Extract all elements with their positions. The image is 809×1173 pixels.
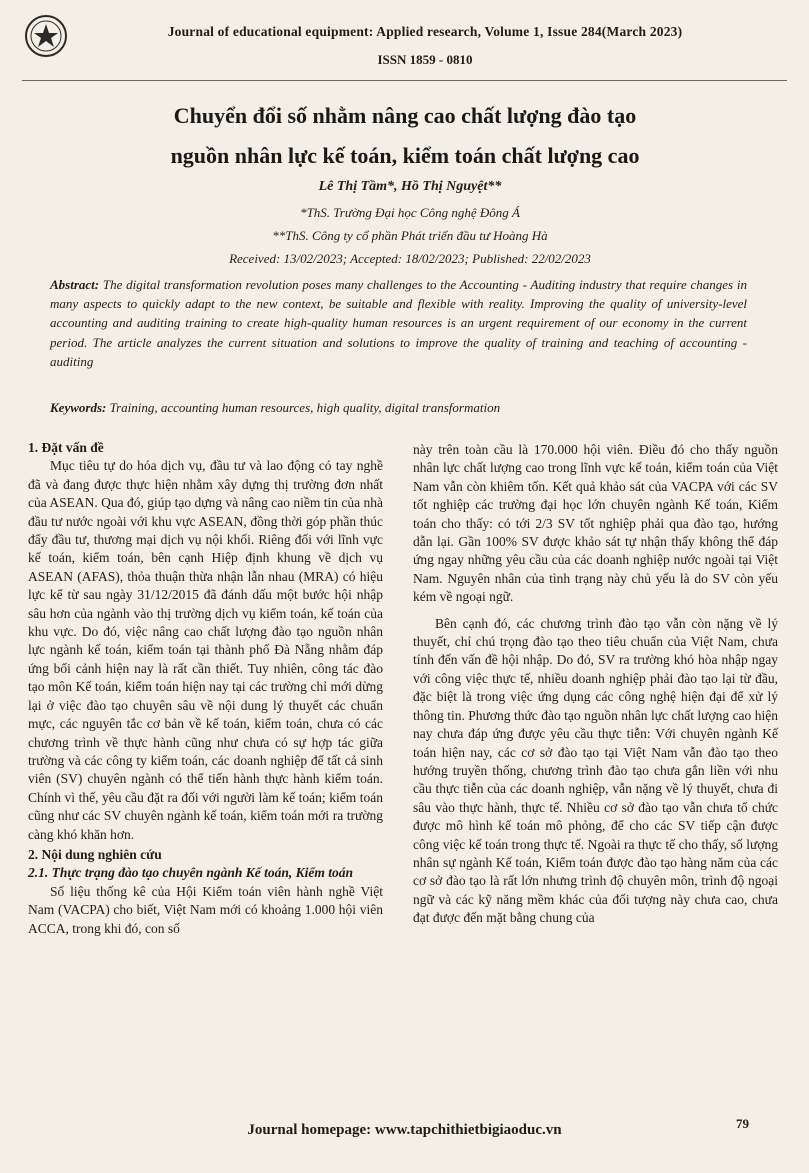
section-heading: 1. Đặt vấn đề xyxy=(28,440,104,455)
page-number: 79 xyxy=(736,1116,749,1131)
journal-emblem-icon xyxy=(24,14,68,58)
article-title xyxy=(40,96,770,176)
right-column xyxy=(413,441,778,928)
authors: Lê Thị Tầm*, Hồ Thị Nguyệt** xyxy=(318,179,502,194)
abstract xyxy=(50,275,747,371)
paragraph: này trên toàn cầu là 170.000 hội viên. Điều đó cho thấy nguồn nhân lực chất lượng cao trong lĩnh vực kế toán, kiểm toán của Việt Nam vẫn còn khiêm tốn. Kết quả khảo sát của VACPA với các SV tốt nghiệp các trường đại học lớn chuyên ngành Kế toán, Kiểm toán cho thấy: có tới 2/3 SV tốt nghiệp phải qua đào tạo, hướng dẫn lại. Gần 100% SV được khảo sát tự nhận thấy không thể đáp ứng ngay những yêu cầu của các doanh nghiệp nước ngoài tại Việt Nam. Nguyên nhân của tình trạng này chủ yếu là do SV còn yếu kém về ngoại ngữ. xyxy=(413,442,778,605)
page-header xyxy=(0,14,809,74)
affiliation-2: **ThS. Công ty cổ phần Phát triển đầu tư Hoàng Hà xyxy=(272,228,548,243)
paragraph: Bên cạnh đó, các chương trình đào tạo vẫn còn nặng về lý thuyết, chỉ chú trọng đào tạo theo tiêu chuẩn của Việt Nam, chưa tính đến vấn đề hội nhập. Do đó, SV ra trường khó hòa nhập ngay với công việc thực tế, nhiều doanh nghiệp phải đào tạo lại từ đầu, đặc biệt là trong việc ứng dụng các công nghệ hiện đại để xử lý thông tin. Phương thức đào tạo nguồn nhân lực chất lượng cao hiện nay chưa đáp ứng được yêu cầu thực tiễn: Với chuyên ngành Kế toán hiện nay, các cơ sở đào tạo tại Việt Nam vẫn đào tạo theo hướng truyền thống, chương trình đào tạo chưa gắn liền với nhu cầu thực tiễn của các doanh nghiệp, vẫn nặng về lý thuyết, chưa đi sâu vào thực hành, thực tế. Nhiều cơ sở đào tạo vẫn chưa tổ chức được mô hình kế toán mô phỏng, để cho các SV tiếp cận được công việc kế toán trong thực tế. Ngoài ra thực tế cho thấy, số lượng nhân sự ngành Kế toán, Kiểm toán được đào tạo hàng năm của các cơ sở đào tạo là rất lớn nhưng trình độ chuyên môn, trình độ ngoại ngữ và các kỹ năng mềm khác của đối tượng này chưa cao, chưa đạt được đến mặt bằng chung của xyxy=(413,615,778,926)
keywords-text: Training, accounting human resources, high quality, digital transformation xyxy=(109,400,501,415)
left-column xyxy=(28,437,383,938)
paragraph: Mục tiêu tự do hóa dịch vụ, đầu tư và lao động có tay nghề đã và đang được thực hiện nhằm xây dựng thị trường đơn nhất của ASEAN. Qua đó, giúp tạo dựng và nâng cao niềm tin của nhà đầu tư nước ngoài với khu vực ASEAN, đồng thời góp phần thúc đẩy đầu tư, thương mại dịch vụ nội khối. Riêng đối với lĩnh vực kế toán, kiểm toán, bên cạnh Hiệp định khung về dịch vụ ASEAN (AFAS), thỏa thuận thừa nhận lẫn nhau (MRA) có hiệu lực kể từ sau ngày 31/12/2015 đã đánh dấu một bước hội nhập sâu hơn của ngành vào thị trường dịch vụ kiểm toán, kế toán của khu vực. Do đó, việc nâng cao chất lượng đào tạo nguồn nhân lực ngành kế toán, kiểm toán tại thành phố Đà Nẵng nhằm đáp ứng bối cảnh hiện nay là rất cần thiết. Tuy nhiên, công tác đào tạo môn Kế toán, kiểm toán hiện nay tại các trường chỉ mới dừng lại ở việc đào tạo chuyên sâu về nội dung lý thuyết các chuẩn mực, các nguyên tắc cơ bản về kế toán, kiểm toán, chưa có các chương trình về thực hành cũng như chưa có sự hợp tác giữa trường và các công ty kiểm toán, các doanh nghiệp để tất cả sinh viên (SV) chuyên ngành có thể tiến hành thực hành kiểm toán. Chính vì thế, yêu cầu đặt ra đối với người làm kế toán; kiểm toán cũng như các SV chuyên ngành kế toán, kiểm toán mới ra trường càng khó khăn hơn. xyxy=(28,458,383,842)
keywords-label: Keywords: xyxy=(50,400,107,415)
abstract-label: Abstract: xyxy=(50,277,100,292)
title-line-2: nguồn nhân lực kế toán, kiểm toán chất lượng cao xyxy=(170,143,640,168)
title-line-1: Chuyển đổi số nhằm nâng cao chất lượng đào tạo xyxy=(173,103,637,128)
journal-homepage: Journal homepage: www.tapchithietbigiaoduc.vn xyxy=(247,1122,562,1138)
header-divider xyxy=(22,80,787,81)
received-dates: Received: 13/02/2023; Accepted: 18/02/2023; Published: 22/02/2023 xyxy=(229,251,591,266)
issn: ISSN 1859 - 0810 xyxy=(377,52,473,67)
keywords xyxy=(50,400,747,416)
paragraph: Số liệu thống kê của Hội Kiểm toán viên hành nghề Việt Nam (VACPA) cho biết, Việt Nam mới có khoảng 1.000 hội viên ACCA, trong khi đó, con số xyxy=(28,883,383,936)
abstract-text: The digital transformation revolution poses many challenges to the Accounting - Auditing industry that require changes in many aspects to quickly adapt to the new context, be suitable and flexible with reality. Improving the quality of university-level accounting and auditing training to create high-quality human resources is an urgent requirement of our economy in the current period. The article analyzes the current situation and solutions to improve the quality of training and teaching of accounting - auditing xyxy=(50,277,747,369)
section-heading: 2. Nội dung nghiên cứu xyxy=(28,846,162,862)
affiliation-1: *ThS. Trường Đại học Công nghệ Đông Á xyxy=(300,205,520,220)
subsection-heading: 2.1. Thực trạng đào tạo chuyên ngành Kế toán, Kiểm toán xyxy=(28,865,354,881)
journal-citation: Journal of educational equipment: Applied research, Volume 1, Issue 284(March 2023) xyxy=(167,24,683,39)
